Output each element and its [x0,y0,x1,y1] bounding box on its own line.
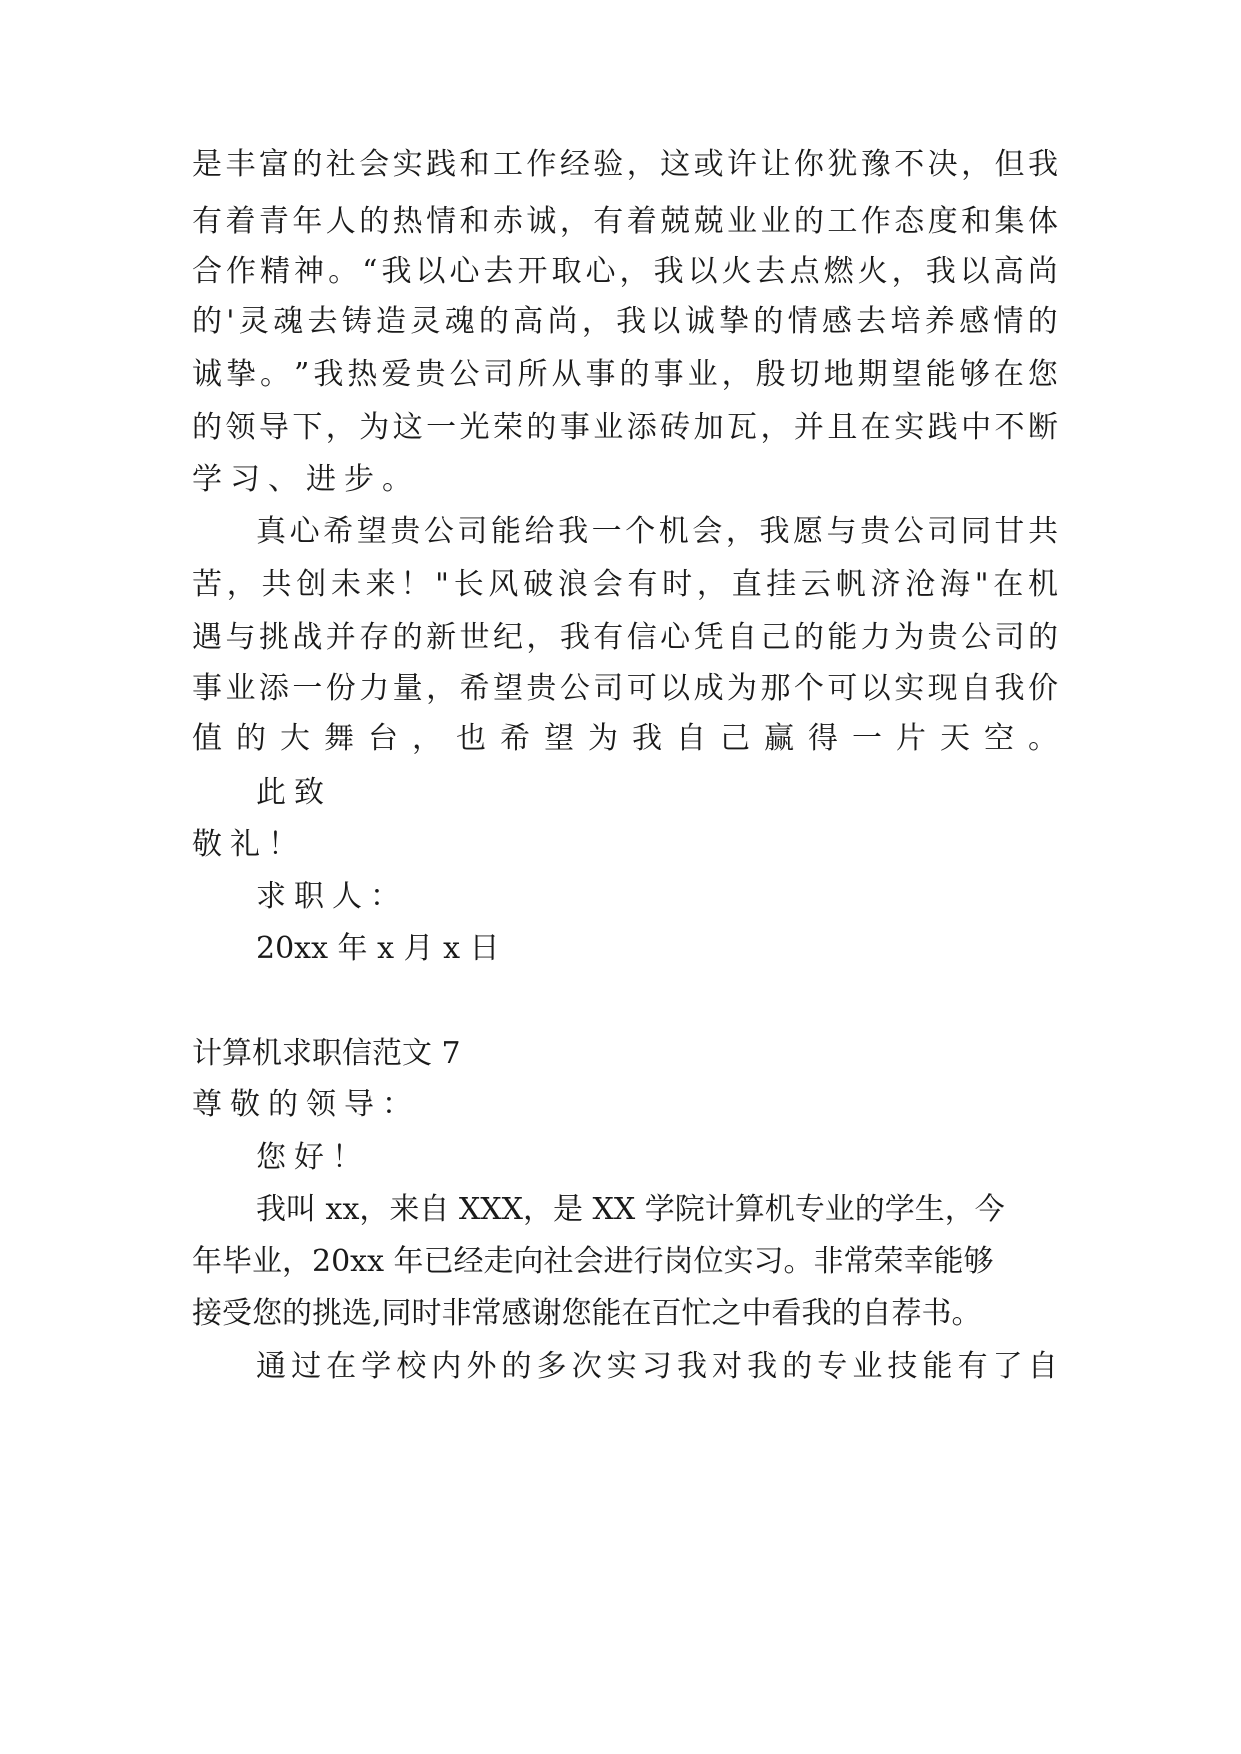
body-line: 遇 与 挑 战 并 存 的 新 世 纪 ， 我 有 信 心 凭 自 己 的 能 力 为 贵 公 司 的 [192,620,1058,655]
body-line: 真 心 希 望 贵 公 司 能 给 我 一 个 机 会 ， 我 愿 与 贵 公 司 同 甘 共 [256,514,1058,549]
date-line: 20xx 年 x 月 x 日 [256,931,500,966]
body-line: 通 过 在 学 校 内 外 的 多 次 实 习 我 对 我 的 专 业 技 能 有 了 自 [256,1349,1058,1384]
body-line: 我叫 xx，来自 XXX，是 XX 学院计算机专业的学生，今 [256,1192,1005,1227]
body-line: 苦 ， 共 创 未 来 ！ " 长 风 破 浪 会 有 时 ， 直 挂 云 帆 济 沧 海 " 在 机 [192,567,1058,602]
closing-line: 此致 [256,775,332,810]
body-line: 学习、进步。 [192,462,420,497]
body-line: 诚 挚 。 ” 我 热 爱 贵 公 司 所 从 事 的 事 业 ， 殷 切 地 期 望 能 够 在 您 [192,357,1058,392]
signature-line: 求职人： [256,879,408,914]
greeting-line: 尊敬的领导： [192,1087,420,1122]
salutation-line: 敬礼！ [192,827,306,862]
greeting-line: 您好！ [256,1140,370,1175]
body-line: 接受您的挑选,同时非常感谢您能在百忙之中看我的自荐书。 [192,1296,982,1331]
body-line: 事 业 添 一 份 力 量 ， 希 望 贵 公 司 可 以 成 为 那 个 可 以 实 现 自 我 价 [192,671,1058,706]
body-line: 年毕业，20xx 年已经走向社会进行岗位实习。非常荣幸能够 [192,1244,994,1279]
body-line: 有 着 青 年 人 的 热 情 和 赤 诚 ， 有 着 兢 兢 业 业 的 工 作 态 度 和 集 体 [192,204,1058,239]
section-title: 计算机求职信范文 7 [192,1036,461,1071]
body-line: 是 丰 富 的 社 会 实 践 和 工 作 经 验 ， 这 或 许 让 你 犹 豫 不 决 ， 但 我 [192,147,1058,182]
body-line: 的 领 导 下 ， 为 这 一 光 荣 的 事 业 添 砖 加 瓦 ， 并 且 在 实 践 中 不 断 [192,410,1058,445]
body-line: 合 作 精 神 。 “ 我 以 心 去 开 取 心 ， 我 以 火 去 点 燃 火 ， 我 以 高 尚 [192,254,1058,289]
body-line: 值 的 大 舞 台 ， 也 希 望 为 我 自 己 赢 得 一 片 天 空 。 [192,721,1058,756]
body-line: 的 ' 灵 魂 去 铸 造 灵 魂 的 高 尚 ， 我 以 诚 挚 的 情 感 去 培 养 感 情 的 [192,304,1058,339]
